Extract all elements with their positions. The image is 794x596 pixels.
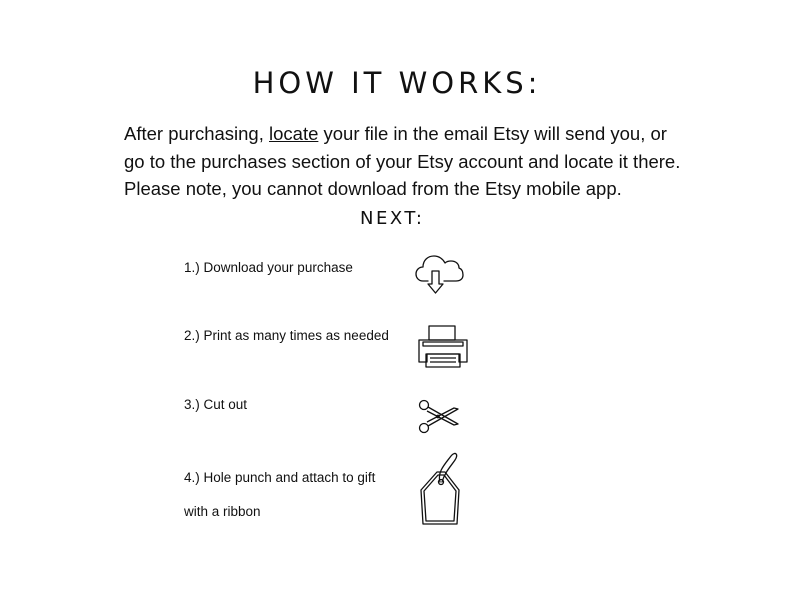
intro-text-start: After purchasing, — [124, 123, 269, 144]
step-1-label: 1.) Download your purchase — [184, 260, 353, 275]
scissors-icon — [416, 398, 462, 436]
page-title: HOW IT WORKS: — [252, 66, 542, 100]
cloud-download-icon — [414, 250, 464, 296]
locate-link[interactable]: locate — [269, 123, 319, 144]
step-2-label: 2.) Print as many times as needed — [184, 328, 389, 343]
step-3-label: 3.) Cut out — [184, 397, 248, 412]
step-4-label-cont: with a ribbon — [184, 504, 261, 519]
next-heading: NEXT: — [360, 208, 425, 229]
intro-text-end: your file in the email Etsy will send you, or go to the purchases section of your Etsy account and locate it there. Please note, you cannot download from the Etsy mobile app. — [124, 123, 681, 199]
gift-tag-icon — [415, 450, 465, 526]
intro-paragraph — [124, 120, 684, 203]
printer-icon — [416, 324, 470, 370]
step-4-label: 4.) Hole punch and attach to gift — [184, 470, 376, 485]
